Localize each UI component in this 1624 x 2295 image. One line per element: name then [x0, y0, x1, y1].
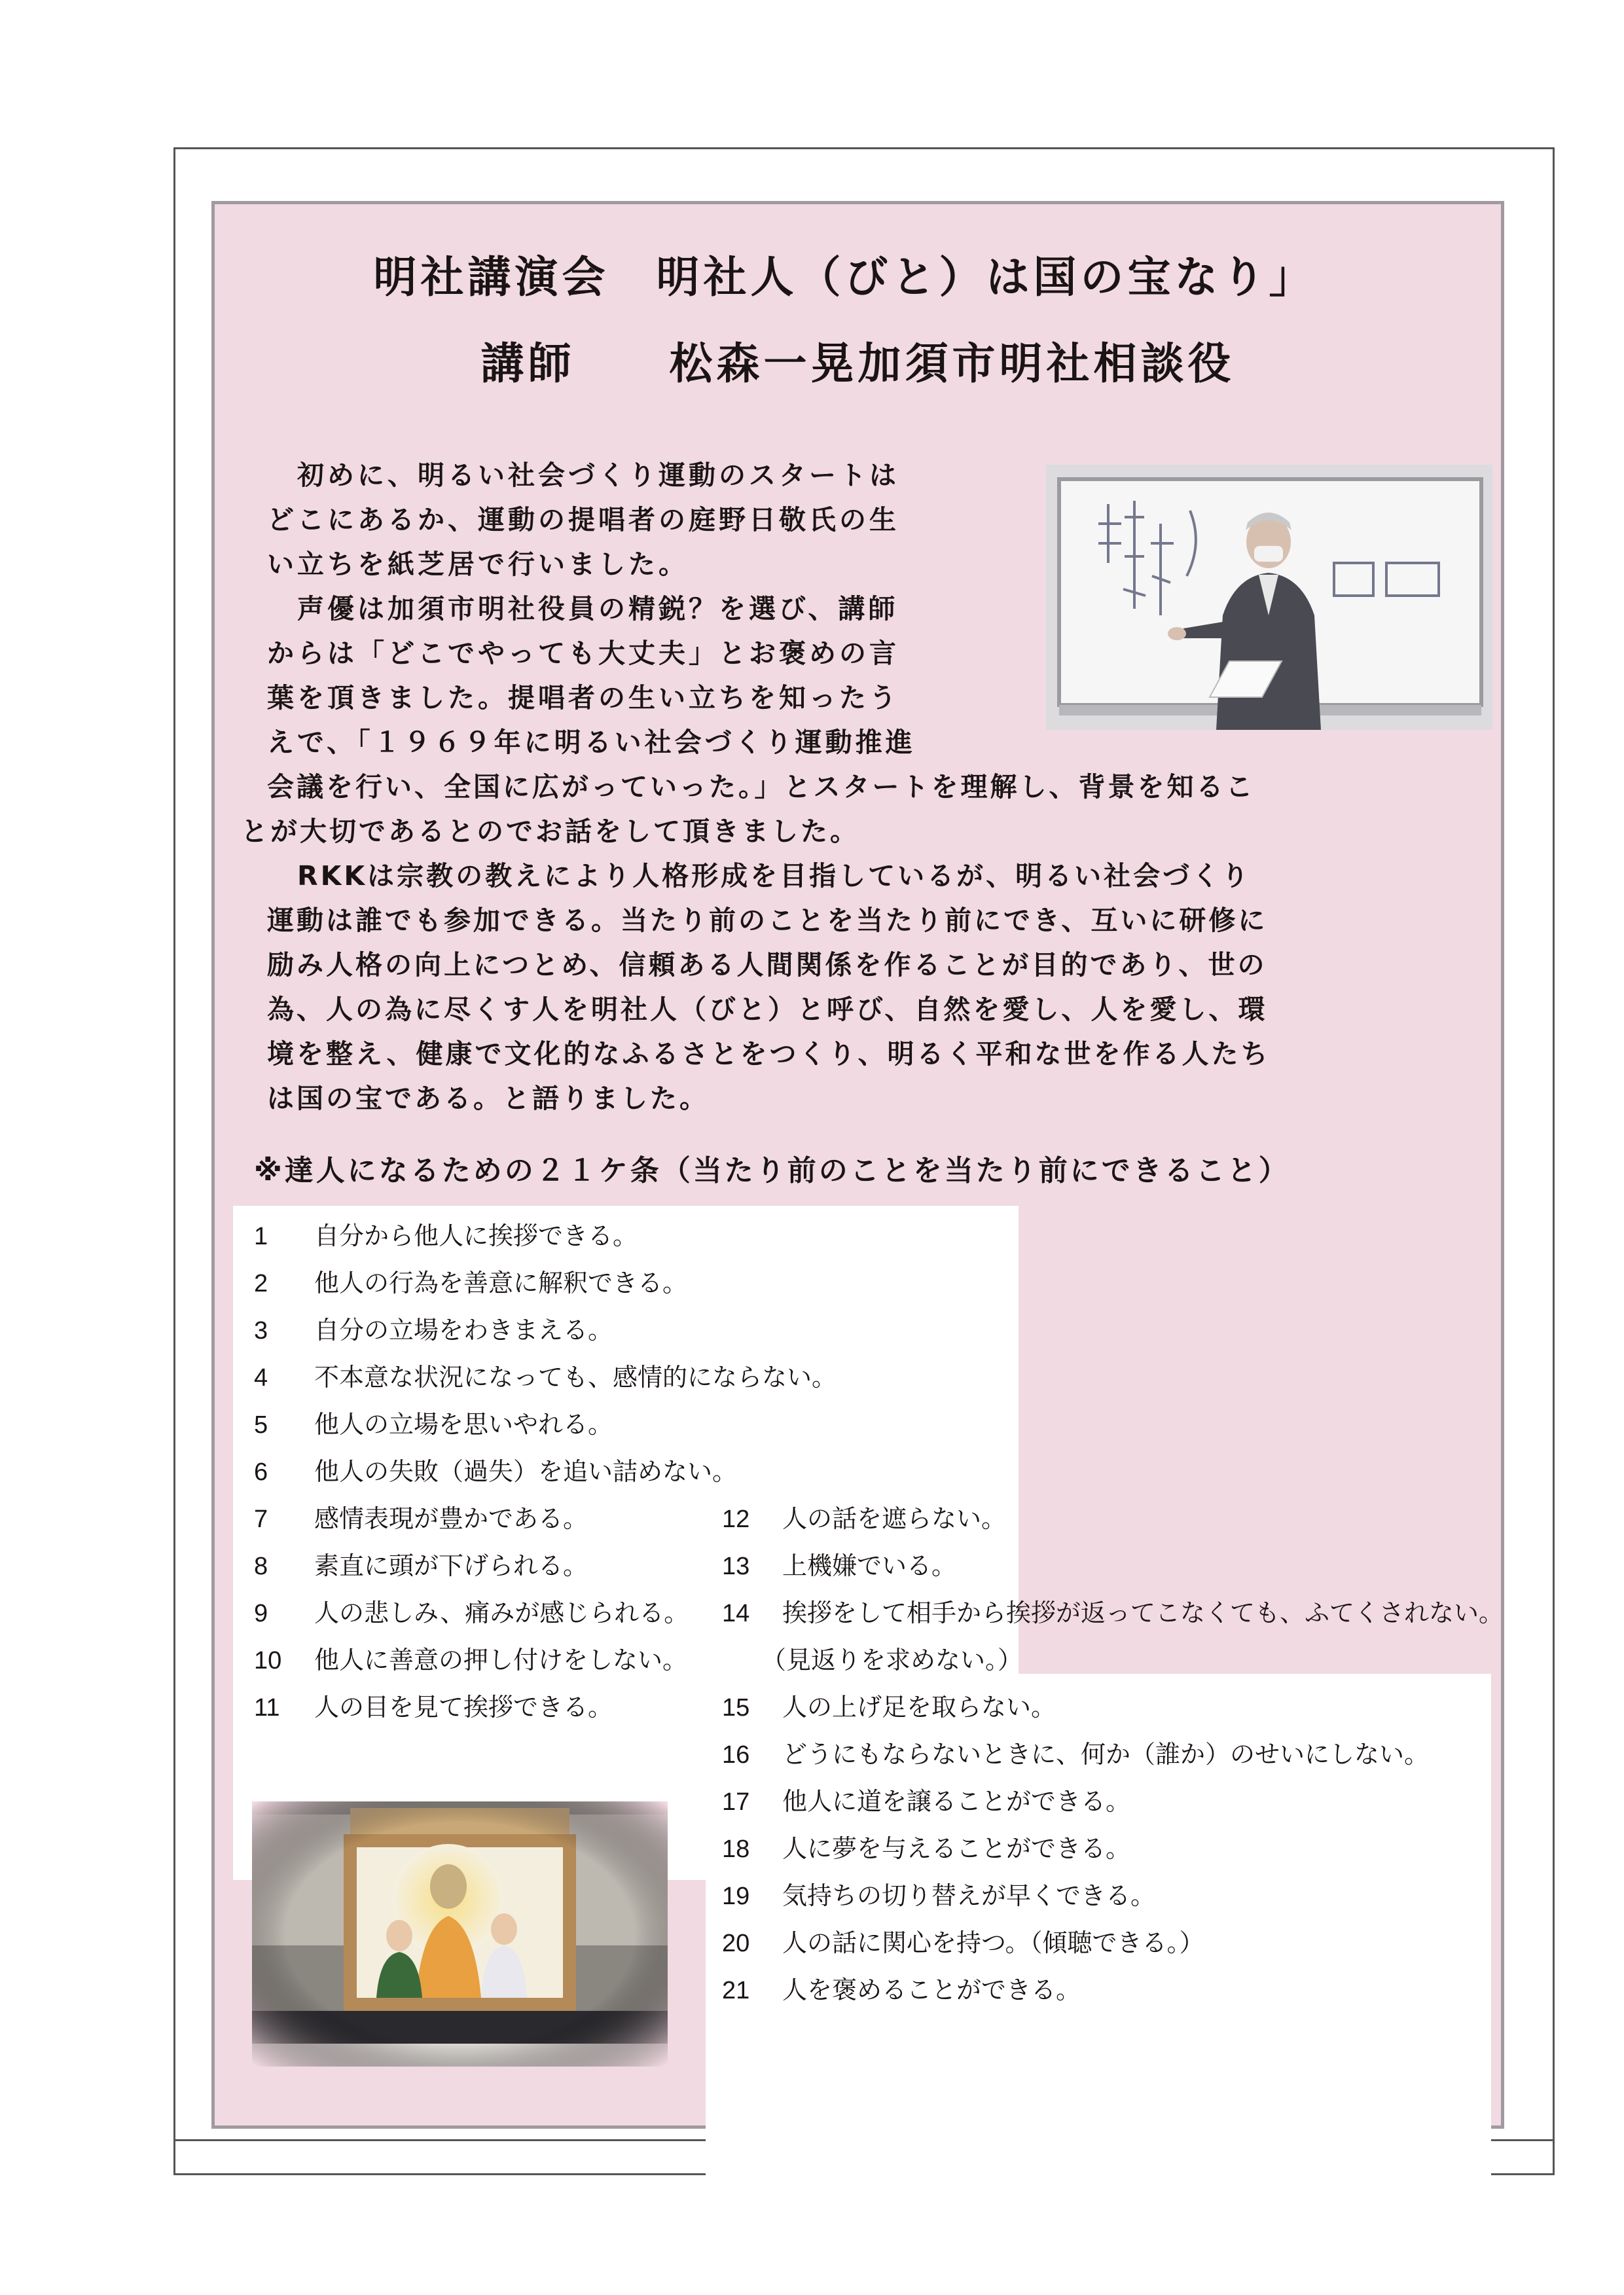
article-text-bottom	[241, 765, 1270, 1121]
lecture-photo	[1046, 465, 1492, 730]
rule-item: 10 他人に善意の押し付けをしない。	[254, 1647, 688, 1674]
kamishibai-illustration	[252, 1801, 668, 2067]
rule-14-continuation: （見返りを求めない。）	[761, 1647, 1023, 1674]
rule-item: 9 人の悲しみ、痛みが感じられる。	[254, 1600, 689, 1627]
article-line: RKKは宗教の教えにより人格形成を目指しているが、明るい社会づくり	[297, 860, 1252, 892]
article-line: 境を整え、健康で文化的なふるさとをつくり、明るく平和な世を作る人たち	[267, 1038, 1271, 1070]
article-line: は国の宝である。と語りました。	[267, 1083, 709, 1114]
article-line: えで、「１９６９年に明るい社会づくり運動推進	[267, 727, 916, 758]
rule-item: 11 人の目を見て挨拶できる。	[254, 1694, 613, 1722]
article-line: どこにあるか、運動の提唱者の庭野日敬氏の生	[267, 504, 899, 535]
article-line: 声優は加須市明社役員の精鋭？を選び、講師	[297, 593, 899, 624]
rule-item: 18 人に夢を与えることができる。	[722, 1835, 1131, 1863]
rule-item: 14 挨拶をして相手から挨拶が返ってこなくても、ふてくされない。	[722, 1600, 1504, 1627]
rule-item: 6 他人の失敗（過失）を追い詰めない。	[254, 1458, 738, 1486]
article-line: 運動は誰でも参加できる。当たり前のことを当たり前にでき、互いに研修に	[267, 905, 1268, 936]
newsletter-panel	[211, 201, 1504, 2129]
rule-item: 13 上機嫌でいる。	[722, 1553, 957, 1580]
rule-item: 7 感情表現が豊かである。	[254, 1506, 588, 1533]
rules-heading: ※達人になるための２１ケ条（当たり前のことを当たり前にできること）	[254, 1154, 1290, 1187]
lecturer-line: 講師 松森一晃加須市明社相談役	[480, 338, 1235, 389]
rule-item: 20 人の話に関心を持つ。（傾聴できる。）	[722, 1930, 1204, 1957]
rule-item: 1 自分から他人に挨拶できる。	[254, 1223, 638, 1250]
article-text-top	[267, 453, 916, 765]
article-line: 為、人の為に尽くす人を明社人（びと）と呼び、自然を愛し、人を愛し、環	[267, 994, 1268, 1025]
rule-item: 5 他人の立場を思いやれる。	[254, 1411, 613, 1439]
rule-item: 17 他人に道を譲ることができる。	[722, 1788, 1131, 1816]
article-line: とが大切であるとのでお話をして頂きました。	[241, 816, 859, 847]
article-line: 葉を頂きました。提唱者の生い立ちを知ったう	[267, 682, 899, 714]
article-line: 会議を行い、全国に広がっていった。」とスタートを理解し、背景を知るこ	[267, 771, 1255, 803]
article-line: い立ちを紙芝居で行いました。	[267, 549, 689, 580]
rule-item: 3 自分の立場をわきまえる。	[254, 1317, 613, 1345]
article-line: 初めに、明るい社会づくり運動のスタートは	[297, 460, 899, 491]
article-line: 励み人格の向上につとめ、信頼ある人間関係を作ることが目的であり、世の	[267, 949, 1267, 981]
rule-item: 19 気持ちの切り替えが早くできる。	[722, 1883, 1156, 1910]
page-title: 明社講演会 明社人（びと）は国の宝なり」	[373, 252, 1316, 302]
rule-item: 16 どうにもならないときに、何か（誰か）のせいにしない。	[722, 1741, 1430, 1769]
kamishibai-photo	[252, 1801, 668, 2067]
rule-item: 21 人を褒めることができる。	[722, 1977, 1081, 2004]
rule-item: 15 人の上げ足を取らない。	[722, 1694, 1056, 1722]
article-line: からは「どこでやっても大丈夫」とお褒めの言	[267, 638, 899, 669]
rule-item: 12 人の話を遮らない。	[722, 1506, 1007, 1533]
lecture-photo-illustration	[1046, 465, 1492, 730]
rule-item: 2 他人の行為を善意に解釈できる。	[254, 1270, 688, 1297]
rule-item: 8 素直に頭が下げられる。	[254, 1553, 588, 1580]
rule-item: 4 不本意な状況になっても、感情的にならない。	[254, 1364, 837, 1392]
